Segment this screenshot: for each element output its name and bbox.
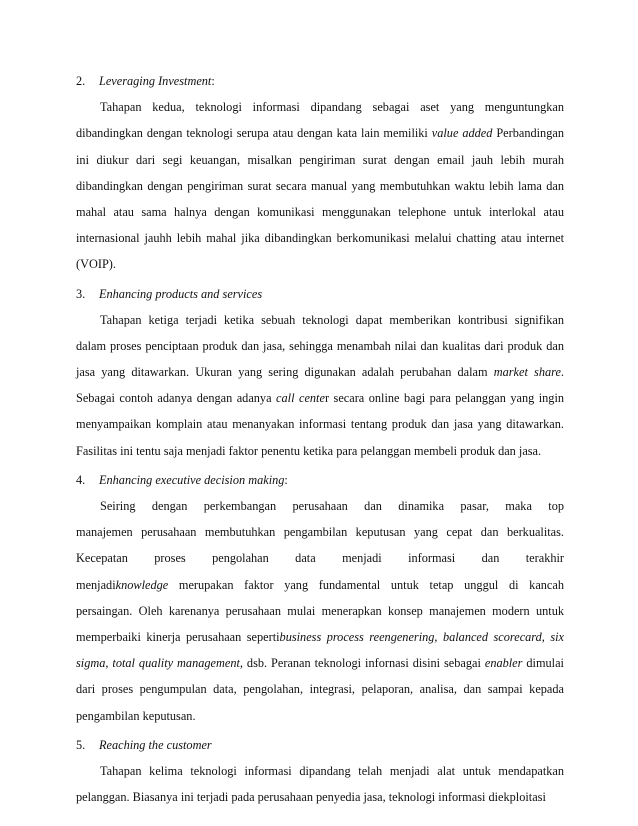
section-number: 4. — [76, 472, 86, 487]
text-line: ini diukur dari segi keuangan, misalkan pengiriman surat dengan email jauh lebih murah — [76, 152, 564, 167]
text-line: sigma, total quality management, dsb. Peranan teknologi infornasi disini sebagai enabler dimulai — [76, 656, 564, 671]
text-line: Seiring dengan perkembangan perusahaan dan dinamika pasar, maka top — [100, 499, 564, 514]
section-title: Enhancing executive decision making: — [99, 472, 288, 487]
text-line: Sebagai contoh adanya dengan adanya call center secara online bagi para pelanggan yang ingin — [76, 391, 565, 406]
section-heading — [76, 281, 564, 307]
text-line: dibandingkan dengan pengiriman surat secara manual yang membutuhkan waktu lebih lama dan — [76, 178, 564, 193]
section-paragraph — [76, 94, 564, 277]
section-number: 5. — [76, 737, 86, 752]
text-line: memperbaiki kinerja perusahaan sepertibusiness process reengenering, balanced scorecard, six — [76, 629, 564, 644]
document-body — [76, 68, 564, 813]
text-line: jasa yang ditawarkan. Ukuran yang sering digunakan adalah perubahan dalam market share. — [76, 365, 564, 380]
section-title: Reaching the customer — [99, 737, 212, 752]
section-heading — [76, 732, 564, 758]
text-line: persaingan. Oleh karenanya perusahaan mulai menerapkan konsep manajemen modern untuk — [76, 603, 564, 618]
text-line: menyampaikan komplain atau menanyakan informasi tentang produk dan jasa yang ditawarkan. — [76, 417, 564, 432]
text-line: Kecepatan proses pengolahan data menjadi informasi dan terakhir — [76, 551, 564, 566]
section-3 — [76, 467, 564, 729]
section-heading — [76, 467, 564, 493]
text-line: menjadiknowledge merupakan faktor yang fundamental untuk tetap unggul di kancah — [76, 577, 564, 592]
text-line: internasional jauhh lebih mahal jika dibandingkan berkomunikasi melalui chatting atau internet — [76, 231, 564, 246]
text-line: dalam proses penciptaan produk dan jasa, sehingga menambah nilai dan kualitas dari produk dan — [76, 338, 564, 353]
text-line: pengambilan keputusan. — [76, 708, 196, 723]
section-title: Enhancing products and services — [99, 286, 263, 301]
text-line: Fasilitas ini tentu saja menjadi faktor penentu ketika para pelanggan membeli produk dan jasa. — [76, 443, 542, 458]
section-title: Leveraging Investment: — [99, 74, 215, 88]
text-line: dari proses pengumpulan data, pengolahan, integrasi, pelaporan, analisa, dan sampai kepada — [76, 682, 564, 697]
text-line: (VOIP). — [76, 257, 116, 272]
text-line: Tahapan kelima teknologi informasi dipandang telah menjadi alat untuk mendapatkan — [100, 763, 564, 778]
section-number: 2. — [76, 74, 86, 88]
text-line: mahal atau sama halnya dengan komunikasi menggunakan telephone untuk interlokal atau — [76, 204, 564, 219]
section-1 — [76, 68, 564, 278]
section-4 — [76, 732, 564, 811]
text-line: pelanggan. Biasanya ini terjadi pada perusahaan penyedia jasa, teknologi informasi diekploitasi — [76, 790, 546, 805]
text-line: dibandingkan dengan teknologi serupa atau dengan kata lain memiliki value added Perbandingan — [76, 126, 564, 141]
section-number: 3. — [76, 286, 86, 301]
section-paragraph — [76, 493, 564, 729]
text-line: manajemen perusahaan membutuhkan pengambilan keputusan yang cepat dan berkualitas. — [76, 525, 564, 540]
section-2 — [76, 281, 564, 464]
text-line: Tahapan ketiga terjadi ketika sebuah teknologi dapat memberikan kontribusi signifikan — [100, 312, 564, 327]
section-heading — [76, 68, 564, 94]
text-line: Tahapan kedua, teknologi informasi dipandang sebagai aset yang menguntungkan — [100, 100, 564, 115]
section-paragraph — [76, 307, 564, 464]
section-paragraph — [76, 758, 564, 810]
